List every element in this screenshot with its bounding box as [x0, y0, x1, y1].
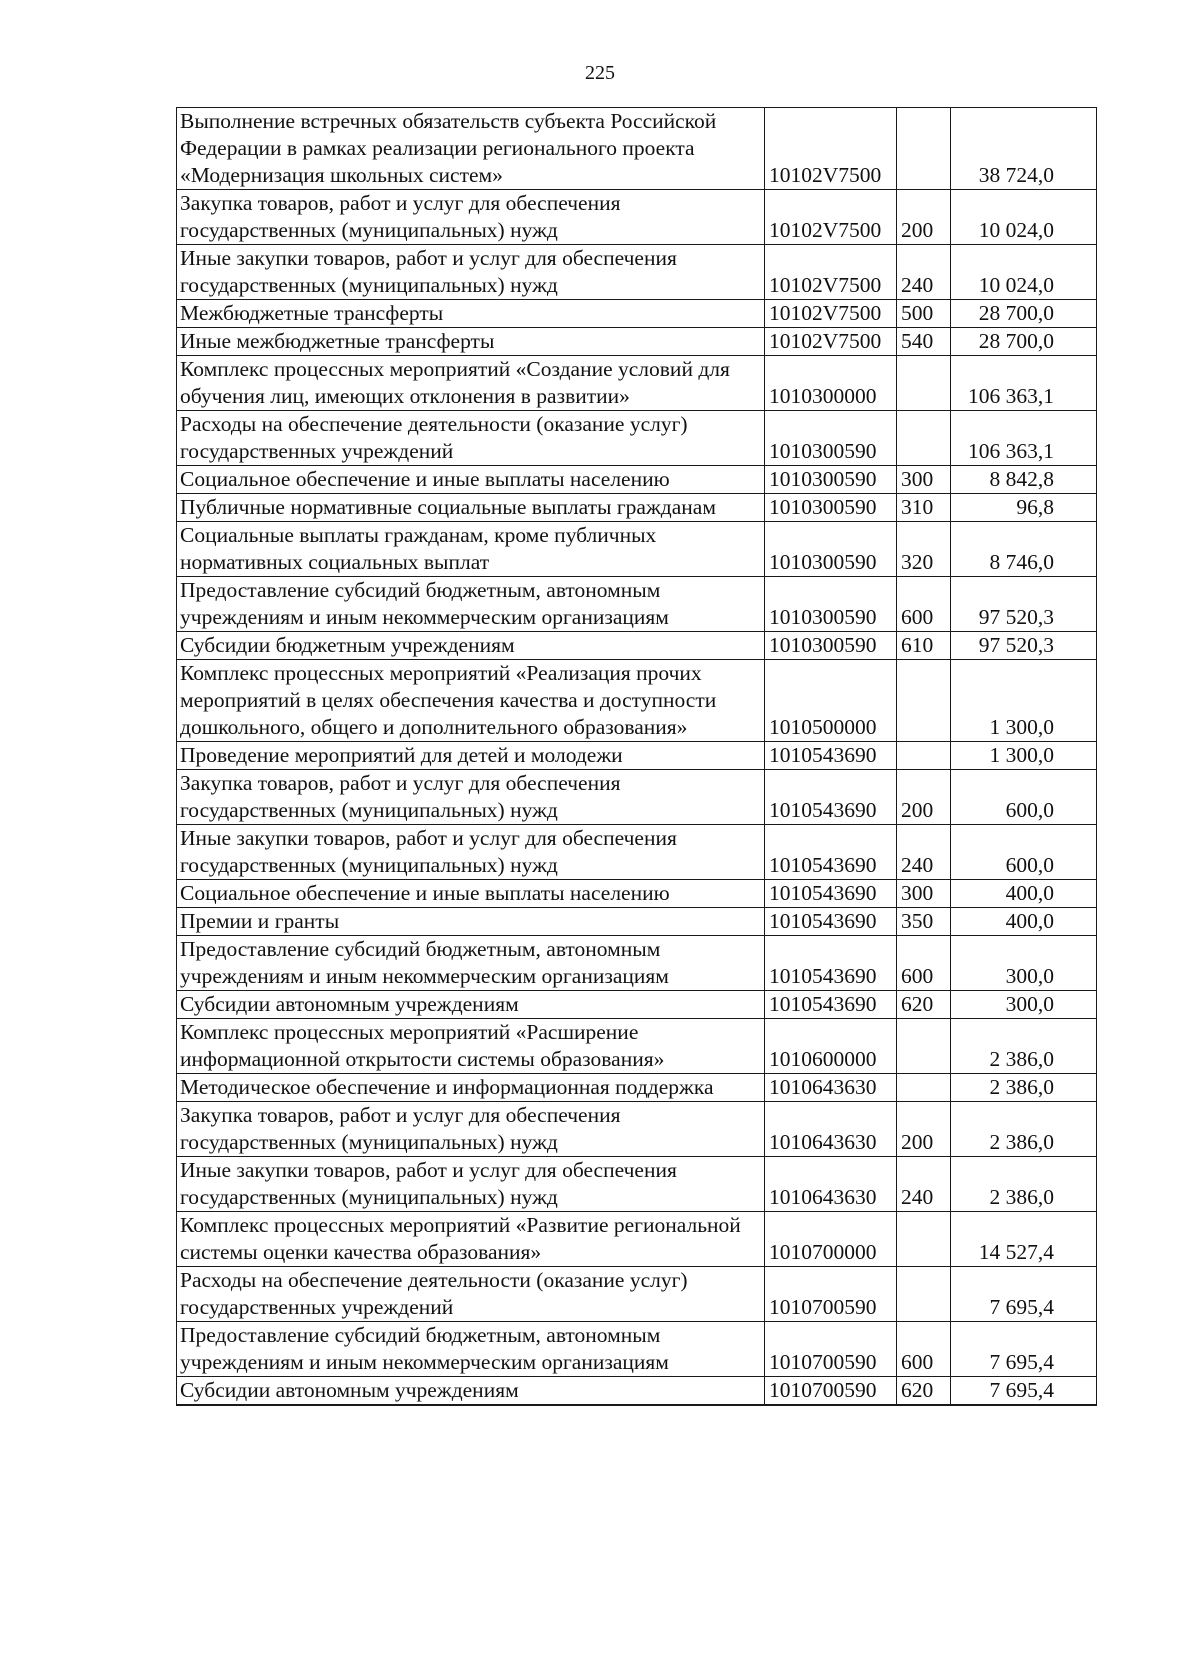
row-name: Комплекс процессных мероприятий «Развитие региональной системы оценки качества образования» — [177, 1212, 765, 1267]
row-code: 10102V7500 — [765, 190, 897, 245]
row-code: 1010543690 — [765, 936, 897, 991]
table-row — [177, 1322, 1097, 1377]
row-name: Иные закупки товаров, работ и услуг для обеспечения государственных (муниципальных) нужд — [177, 1157, 765, 1212]
row-code: 1010643630 — [765, 1157, 897, 1212]
table-row — [177, 1157, 1097, 1212]
table-row — [177, 108, 1097, 190]
row-name: Предоставление субсидий бюджетным, автономным учреждениям и иным некоммерческим организациям — [177, 1322, 765, 1377]
row-name: Предоставление субсидий бюджетным, автономным учреждениям и иным некоммерческим организациям — [177, 936, 765, 991]
row-amount: 8 746,0 — [951, 522, 1097, 577]
row-amount: 400,0 — [951, 908, 1097, 936]
row-name: Закупка товаров, работ и услуг для обеспечения государственных (муниципальных) нужд — [177, 770, 765, 825]
table-row — [177, 577, 1097, 632]
row-type — [897, 1019, 951, 1074]
row-amount: 7 695,4 — [951, 1267, 1097, 1322]
table-row — [177, 991, 1097, 1019]
row-type: 240 — [897, 1157, 951, 1212]
row-code: 1010643630 — [765, 1102, 897, 1157]
row-name: Премии и гранты — [177, 908, 765, 936]
row-amount: 1 300,0 — [951, 660, 1097, 742]
table-row — [177, 936, 1097, 991]
row-type — [897, 1267, 951, 1322]
table-row — [177, 1212, 1097, 1267]
row-code: 1010543690 — [765, 770, 897, 825]
table-row — [177, 632, 1097, 660]
row-name: Иные межбюджетные трансферты — [177, 328, 765, 356]
row-amount: 8 842,8 — [951, 466, 1097, 494]
row-type: 200 — [897, 770, 951, 825]
row-type: 600 — [897, 577, 951, 632]
table-row — [177, 300, 1097, 328]
row-amount: 300,0 — [951, 936, 1097, 991]
row-amount: 2 386,0 — [951, 1102, 1097, 1157]
row-amount: 2 386,0 — [951, 1157, 1097, 1212]
table-row — [177, 908, 1097, 936]
row-code: 1010543690 — [765, 742, 897, 770]
table-row — [177, 742, 1097, 770]
row-name: Субсидии автономным учреждениям — [177, 1377, 765, 1406]
row-code: 1010300590 — [765, 494, 897, 522]
table-row — [177, 190, 1097, 245]
budget-table — [176, 107, 1097, 1406]
row-amount: 7 695,4 — [951, 1377, 1097, 1406]
row-type: 350 — [897, 908, 951, 936]
table-row — [177, 466, 1097, 494]
row-code: 1010700590 — [765, 1322, 897, 1377]
row-amount: 106 363,1 — [951, 356, 1097, 411]
row-code: 1010300590 — [765, 577, 897, 632]
row-amount: 28 700,0 — [951, 300, 1097, 328]
row-amount: 10 024,0 — [951, 190, 1097, 245]
table-row — [177, 328, 1097, 356]
table-row — [177, 522, 1097, 577]
row-code: 1010700590 — [765, 1377, 897, 1406]
row-name: Проведение мероприятий для детей и молодежи — [177, 742, 765, 770]
row-type — [897, 108, 951, 190]
row-name: Социальное обеспечение и иные выплаты населению — [177, 880, 765, 908]
row-code: 10102V7500 — [765, 328, 897, 356]
row-name: Комплекс процессных мероприятий «Расширение информационной открытости системы образования» — [177, 1019, 765, 1074]
row-name: Выполнение встречных обязательств субъекта Российской Федерации в рамках реализации регионального проекта «Модернизация школьных систем» — [177, 108, 765, 190]
row-code: 1010500000 — [765, 660, 897, 742]
table-row — [177, 245, 1097, 300]
row-code: 1010300590 — [765, 466, 897, 494]
page-number: 225 — [585, 62, 615, 84]
row-amount: 97 520,3 — [951, 577, 1097, 632]
table-row — [177, 880, 1097, 908]
row-code: 1010543690 — [765, 908, 897, 936]
row-amount: 96,8 — [951, 494, 1097, 522]
row-amount: 1 300,0 — [951, 742, 1097, 770]
row-name: Межбюджетные трансферты — [177, 300, 765, 328]
row-amount: 400,0 — [951, 880, 1097, 908]
row-amount: 2 386,0 — [951, 1019, 1097, 1074]
row-type — [897, 742, 951, 770]
row-name: Социальное обеспечение и иные выплаты населению — [177, 466, 765, 494]
row-code: 10102V7500 — [765, 300, 897, 328]
row-type: 240 — [897, 825, 951, 880]
row-name: Расходы на обеспечение деятельности (оказание услуг) государственных учреждений — [177, 411, 765, 466]
row-type: 620 — [897, 991, 951, 1019]
row-name: Иные закупки товаров, работ и услуг для обеспечения государственных (муниципальных) нужд — [177, 825, 765, 880]
table-row — [177, 660, 1097, 742]
row-amount: 2 386,0 — [951, 1074, 1097, 1102]
row-name: Методическое обеспечение и информационная поддержка — [177, 1074, 765, 1102]
row-name: Закупка товаров, работ и услуг для обеспечения государственных (муниципальных) нужд — [177, 1102, 765, 1157]
row-code: 1010300000 — [765, 356, 897, 411]
row-type: 620 — [897, 1377, 951, 1406]
row-name: Закупка товаров, работ и услуг для обеспечения государственных (муниципальных) нужд — [177, 190, 765, 245]
row-type — [897, 1212, 951, 1267]
row-code: 1010643630 — [765, 1074, 897, 1102]
row-type: 320 — [897, 522, 951, 577]
row-type — [897, 356, 951, 411]
table-row — [177, 1074, 1097, 1102]
table-row — [177, 411, 1097, 466]
row-code: 1010543690 — [765, 825, 897, 880]
row-code: 1010300590 — [765, 632, 897, 660]
row-name: Субсидии бюджетным учреждениям — [177, 632, 765, 660]
row-type: 200 — [897, 190, 951, 245]
row-type — [897, 1074, 951, 1102]
row-amount: 38 724,0 — [951, 108, 1097, 190]
row-code: 1010700590 — [765, 1267, 897, 1322]
row-code: 1010300590 — [765, 411, 897, 466]
row-amount: 10 024,0 — [951, 245, 1097, 300]
table-row — [177, 494, 1097, 522]
row-type: 610 — [897, 632, 951, 660]
table-row — [177, 1377, 1097, 1406]
row-type: 310 — [897, 494, 951, 522]
row-name: Расходы на обеспечение деятельности (оказание услуг) государственных учреждений — [177, 1267, 765, 1322]
row-name: Публичные нормативные социальные выплаты гражданам — [177, 494, 765, 522]
row-type — [897, 411, 951, 466]
row-code: 1010543690 — [765, 880, 897, 908]
row-type — [897, 660, 951, 742]
row-type: 500 — [897, 300, 951, 328]
row-type: 240 — [897, 245, 951, 300]
row-name: Комплекс процессных мероприятий «Создание условий для обучения лиц, имеющих отклонения в развитии» — [177, 356, 765, 411]
row-amount: 7 695,4 — [951, 1322, 1097, 1377]
row-code: 10102V7500 — [765, 108, 897, 190]
table-row — [177, 1102, 1097, 1157]
row-type: 600 — [897, 936, 951, 991]
row-type: 300 — [897, 880, 951, 908]
row-amount: 300,0 — [951, 991, 1097, 1019]
row-type: 200 — [897, 1102, 951, 1157]
row-name: Комплекс процессных мероприятий «Реализация прочих мероприятий в целях обеспечения качества и доступности дошкольного, общего и дополнительного образования» — [177, 660, 765, 742]
row-code: 1010543690 — [765, 991, 897, 1019]
row-name: Социальные выплаты гражданам, кроме публичных нормативных социальных выплат — [177, 522, 765, 577]
row-amount: 28 700,0 — [951, 328, 1097, 356]
row-amount: 600,0 — [951, 770, 1097, 825]
row-name: Предоставление субсидий бюджетным, автономным учреждениям и иным некоммерческим организациям — [177, 577, 765, 632]
row-name: Субсидии автономным учреждениям — [177, 991, 765, 1019]
row-type: 300 — [897, 466, 951, 494]
table-row — [177, 1019, 1097, 1074]
row-type: 600 — [897, 1322, 951, 1377]
row-type: 540 — [897, 328, 951, 356]
table-row — [177, 1267, 1097, 1322]
row-amount: 600,0 — [951, 825, 1097, 880]
row-amount: 106 363,1 — [951, 411, 1097, 466]
table-row — [177, 770, 1097, 825]
row-code: 1010700000 — [765, 1212, 897, 1267]
table-row — [177, 825, 1097, 880]
row-name: Иные закупки товаров, работ и услуг для обеспечения государственных (муниципальных) нужд — [177, 245, 765, 300]
table-row — [177, 356, 1097, 411]
row-code: 10102V7500 — [765, 245, 897, 300]
row-amount: 97 520,3 — [951, 632, 1097, 660]
row-code: 1010300590 — [765, 522, 897, 577]
row-amount: 14 527,4 — [951, 1212, 1097, 1267]
row-code: 1010600000 — [765, 1019, 897, 1074]
